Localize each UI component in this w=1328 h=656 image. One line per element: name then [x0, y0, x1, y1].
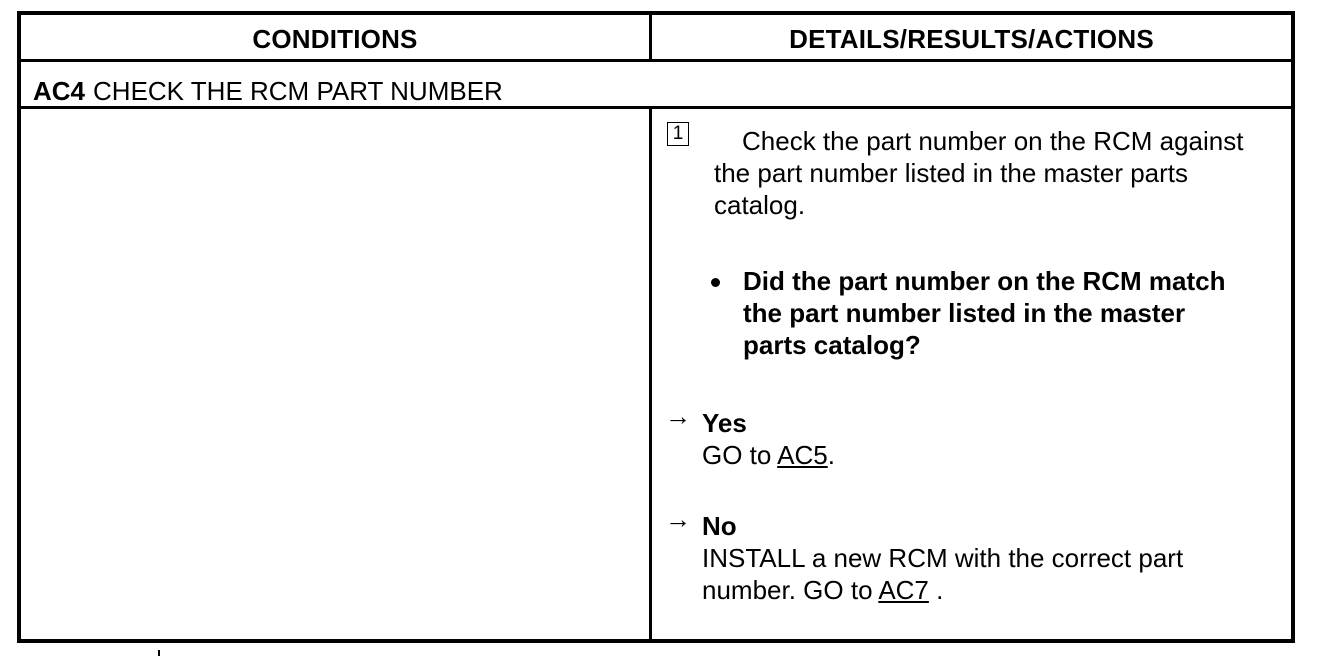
- details-header: DETAILS/RESULTS/ACTIONS: [789, 23, 1154, 54]
- no-arrow-icon: →: [665, 504, 691, 534]
- no-action-line-2: [702, 574, 1183, 606]
- link-ac7[interactable]: AC7: [878, 575, 929, 605]
- no-action-prefix: number. GO to: [702, 575, 879, 605]
- question-text: [743, 265, 1225, 361]
- bullet-icon: [711, 278, 720, 287]
- instruction-line-2: the part number listed in the master parts: [714, 158, 1189, 188]
- no-branch: [702, 510, 1183, 606]
- yes-action: [702, 439, 835, 471]
- step-title: CHECK THE RCM PART NUMBER: [93, 75, 503, 106]
- step-id: AC4: [33, 75, 86, 106]
- question-line-3: parts catalog?: [743, 330, 921, 360]
- conditions-header: CONDITIONS: [252, 23, 418, 54]
- question-line-1: Did the part number on the RCM match: [743, 266, 1226, 296]
- no-label: No: [702, 511, 737, 541]
- yes-label: Yes: [702, 408, 747, 438]
- yes-branch: [702, 407, 835, 471]
- yes-arrow-icon: →: [665, 401, 691, 431]
- instruction-text: [714, 125, 1243, 221]
- body-column-divider: [649, 108, 652, 643]
- no-action-line-1: INSTALL a new RCM with the correct part: [702, 543, 1184, 573]
- instruction-line-3: catalog.: [714, 190, 806, 220]
- instruction-line-1: Check the part number on the RCM against: [742, 126, 1244, 156]
- yes-action-prefix: GO to: [702, 440, 778, 470]
- yes-action-suffix: .: [827, 440, 835, 470]
- page-edge-mark: [158, 650, 160, 656]
- no-action-suffix: .: [928, 575, 944, 605]
- step-number-box: 1: [667, 122, 689, 146]
- link-ac5[interactable]: AC5: [777, 440, 828, 470]
- question-line-2: the part number listed in the master: [743, 298, 1186, 328]
- step-title-row: [33, 71, 503, 111]
